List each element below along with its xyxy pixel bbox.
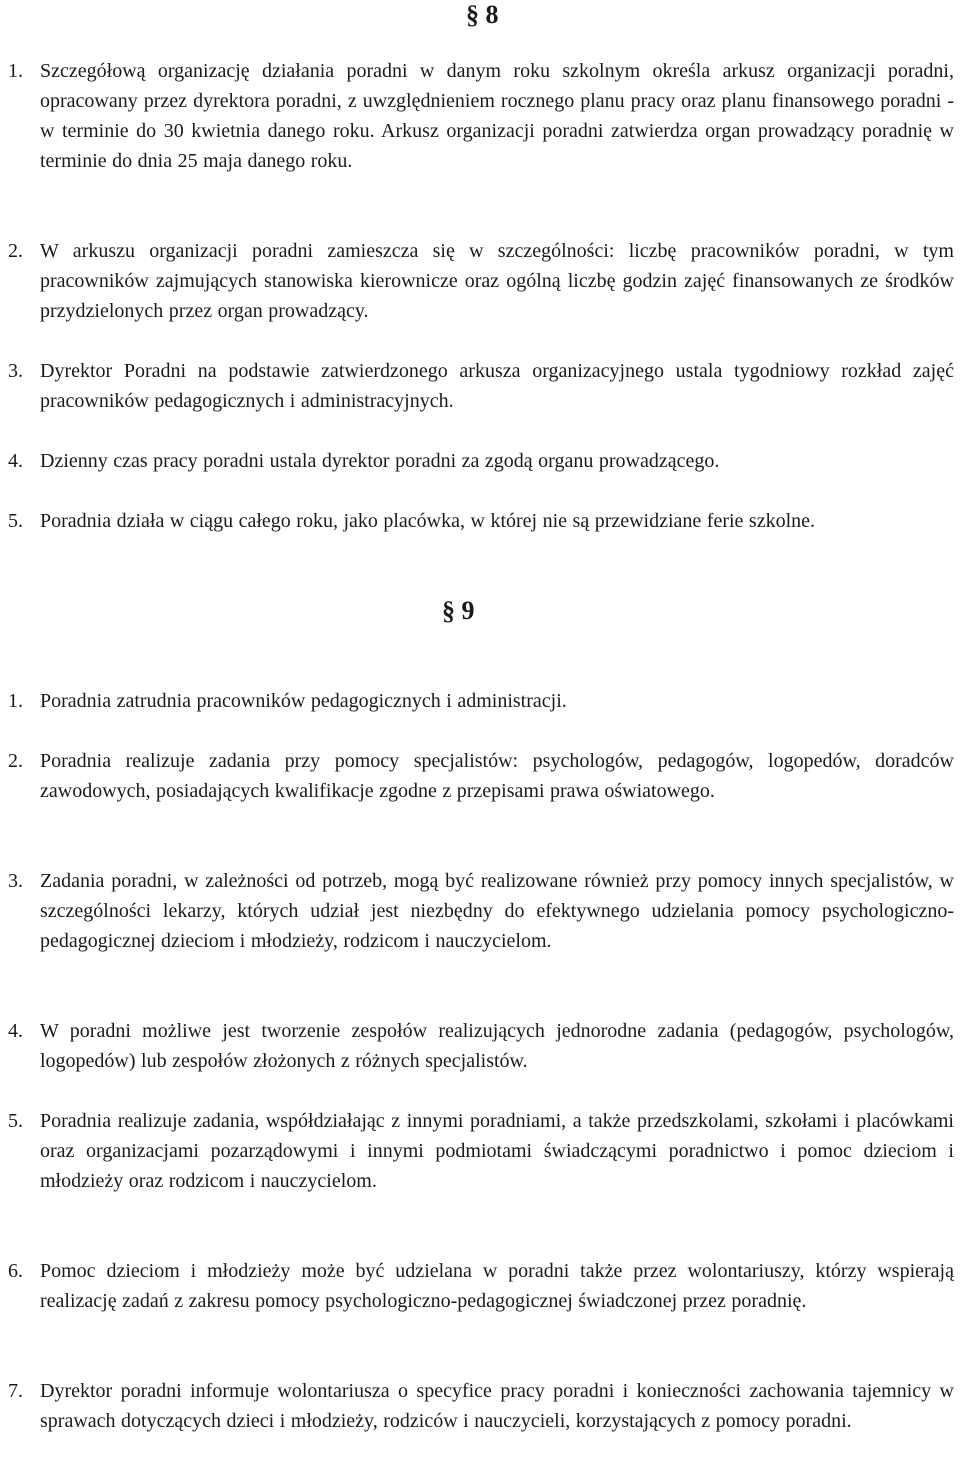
- item-number: 4.: [8, 1020, 23, 1042]
- paragraph: Zadania poradni, w zależności od potrzeb, mogą być realizowane również przy pomocy innych specjalistów, w szczególności lekarzy, których udział jest niezbędny do efektywnego udzielania pomocy psychologiczno-pedagogicznej dzieciom i młodzieży, rodzicom i nauczycielom.: [40, 870, 954, 952]
- paragraph: Pomoc dzieciom i młodzieży może być udzielana w poradni także przez wolontariuszy, którzy wspierają realizację zadań z zakresu pomocy psychologiczno-pedagogicznej świadczonej przez poradnię.: [40, 1260, 954, 1312]
- paragraph: Dzienny czas pracy poradni ustala dyrektor poradni za zgodą organu prowadzącego.: [40, 450, 720, 472]
- paragraph: Poradnia zatrudnia pracowników pedagogicznych i administracji.: [40, 690, 567, 712]
- item-number: 3.: [8, 870, 23, 892]
- paragraph: Poradnia działa w ciągu całego roku, jako placówka, w której nie są przewidziane ferie szkolne.: [40, 510, 816, 532]
- item-number: 1.: [8, 60, 23, 82]
- paragraph: Dyrektor Poradni na podstawie zatwierdzonego arkusza organizacyjnego ustala tygodniowy rozkład zajęć pracowników pedagogicznych i administracyjnych.: [40, 360, 954, 412]
- item-number: 2.: [8, 750, 23, 772]
- item-number: 5.: [8, 1110, 23, 1132]
- section-heading-8: § 8: [466, 0, 499, 29]
- item-number: 1.: [8, 690, 23, 712]
- paragraph: Poradnia realizuje zadania przy pomocy specjalistów: psychologów, pedagogów, logopedów, doradców zawodowych, posiadających kwalifikacje zgodne z przepisami prawa oświatowego.: [40, 750, 954, 802]
- item-number: 2.: [8, 240, 23, 262]
- paragraph: W arkuszu organizacji poradni zamieszcza się w szczególności: liczbę pracowników poradni, w tym pracowników zajmujących stanowiska kierownicze oraz ogólną liczbę godzin zajęć finansowanych ze środków przydzielonych przez organ prowadzący.: [40, 240, 954, 322]
- paragraph: Dyrektor poradni informuje wolontariusza o specyfice pracy poradni i konieczności zachowania tajemnicy w sprawach dotyczących dzieci i młodzieży, rodziców i nauczycieli, korzystających z pomocy poradni.: [40, 1380, 954, 1432]
- item-number: 7.: [8, 1380, 23, 1402]
- section-heading-9: § 9: [442, 596, 475, 625]
- paragraph: W poradni możliwe jest tworzenie zespołów realizujących jednorodne zadania (pedagogów, psychologów, logopedów) lub zespołów złożonych z różnych specjalistów.: [40, 1020, 954, 1072]
- paragraph: Poradnia realizuje zadania, współdziałając z innymi poradniami, a także przedszkolami, szkołami i placówkami oraz organizacjami pozarządowymi i innymi podmiotami świadczącymi poradnictwo i pomoc dzieciom i młodzieży oraz rodzicom i nauczycielom.: [40, 1110, 954, 1192]
- item-number: 3.: [8, 360, 23, 382]
- item-number: 6.: [8, 1260, 23, 1282]
- paragraph: Szczegółową organizację działania poradni w danym roku szkolnym określa arkusz organizacji poradni, opracowany przez dyrektora poradni, z uwzględnieniem rocznego planu pracy oraz planu finansowego poradni - w terminie do 30 kwietnia danego roku. Arkusz organizacji poradni zatwierdza organ prowadzący poradnię w terminie do dnia 25 maja danego roku.: [40, 60, 954, 172]
- item-number: 4.: [8, 450, 23, 472]
- item-number: 5.: [8, 510, 23, 532]
